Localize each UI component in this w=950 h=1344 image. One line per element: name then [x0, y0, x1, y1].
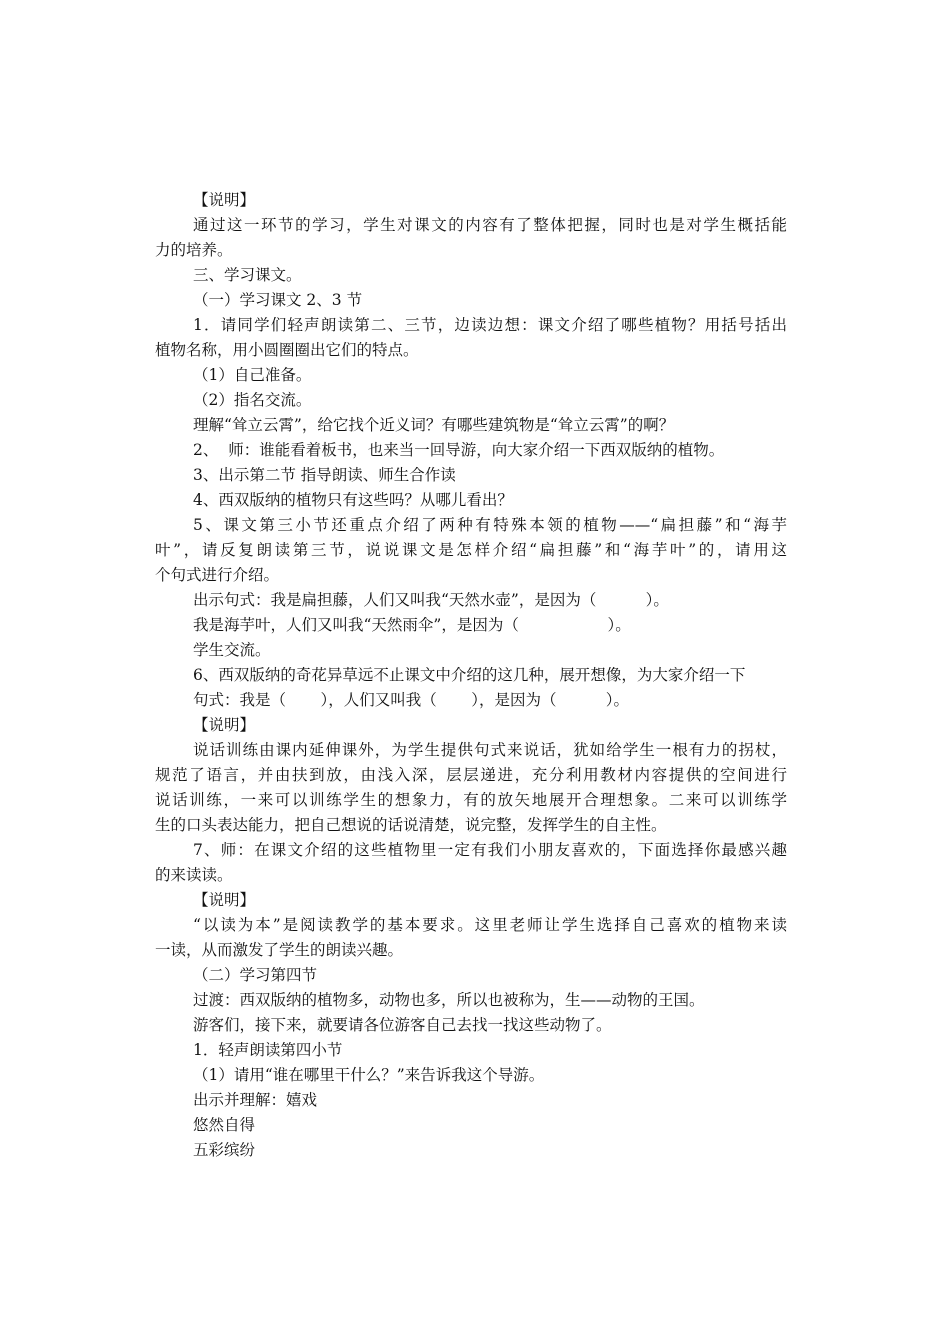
text-line: 力的培养。 [155, 241, 233, 259]
text-line: 7、师：在课文介绍的这些植物里一定有我们小朋友喜欢的，下面选择你最感兴趣 [193, 841, 787, 859]
text-line: 2、 师：谁能看着板书，也来当一回导游，向大家介绍一下西双版纳的植物。 [193, 441, 725, 459]
text-line: 句式：我是（ ），人们又叫我（ ），是因为（ ）。 [193, 691, 629, 709]
text-line: 植物名称，用小圆圈圈出它们的特点。 [155, 341, 419, 359]
text-line: 出示并理解：嬉戏 [193, 1091, 318, 1109]
text-line: （1）请用“谁在哪里干什么？”来告诉我这个导游。 [193, 1066, 545, 1084]
text-line: 5、课文第三小节还重点介绍了两种有特殊本领的植物——“扁担藤”和“海芋 [193, 516, 787, 534]
text-line: 三、学习课文。 [193, 266, 302, 284]
text-line: 生的口头表达能力，把自己想说的话说清楚，说完整，发挥学生的自主性。 [155, 816, 667, 834]
text-line: （二）学习第四节 [193, 966, 318, 984]
text-line: 规范了语言，并由扶到放，由浅入深，层层递进，充分利用教材内容提供的空间进行 [155, 766, 787, 784]
text-line: 6、西双版纳的奇花异草远不止课文中介绍的这几种，展开想像，为大家介绍一下 [193, 666, 746, 684]
text-line: 【说明】 [193, 891, 256, 909]
text-line: “以读为本”是阅读教学的基本要求。这里老师让学生选择自己喜欢的植物来读 [193, 916, 787, 934]
text-line: （2）指名交流。 [193, 391, 312, 409]
text-line: 五彩缤纷 [193, 1141, 256, 1159]
text-line: 1．轻声朗读第四小节 [193, 1041, 343, 1059]
text-line: 通过这一环节的学习，学生对课文的内容有了整体把握，同时也是对学生概括能 [193, 216, 787, 234]
text-line: 【说明】 [193, 191, 256, 209]
text-line: 悠然自得 [193, 1116, 256, 1134]
text-line: 一读，从而激发了学生的朗读兴趣。 [155, 941, 404, 959]
text-line: 叶”，请反复朗读第三节，说说课文是怎样介绍“扁担藤”和“海芋叶”的，请用这 [155, 541, 787, 559]
text-line: 1．请同学们轻声朗读第二、三节，边读边想：课文介绍了哪些植物？用括号括出 [193, 316, 787, 334]
text-line: 3、出示第二节 指导朗读、师生合作读 [193, 466, 456, 484]
text-line: 理解“耸立云霄”，给它找个近义词？有哪些建筑物是“耸立云霄”的啊？ [193, 416, 675, 434]
text-line: （一）学习课文 2、3 节 [193, 291, 363, 309]
text-line: 【说明】 [193, 716, 256, 734]
text-line: 游客们，接下来，就要请各位游客自己去找一找这些动物了。 [193, 1016, 612, 1034]
text-line: 说话训练由课内延伸课外，为学生提供句式来说话，犹如给学生一根有力的拐杖， [193, 741, 787, 759]
text-line: 个句式进行介绍。 [155, 566, 280, 584]
text-line: 出示句式：我是扁担藤，人们又叫我“天然水壶”，是因为（ ）。 [193, 591, 669, 609]
text-line: 的来读读。 [155, 866, 233, 884]
text-line: 学生交流。 [193, 641, 271, 659]
text-line: 过渡：西双版纳的植物多，动物也多，所以也被称为，生——动物的王国。 [193, 991, 705, 1009]
text-line: 4、西双版纳的植物只有这些吗？从哪儿看出？ [193, 491, 513, 509]
text-line: （1）自己准备。 [193, 366, 312, 384]
text-line: 说话训练，一来可以训练学生的想象力，有的放矢地展开合理想象。二来可以训练学 [155, 791, 787, 809]
text-line: 我是海芋叶，人们又叫我“天然雨伞”，是因为（ ）。 [193, 616, 631, 634]
